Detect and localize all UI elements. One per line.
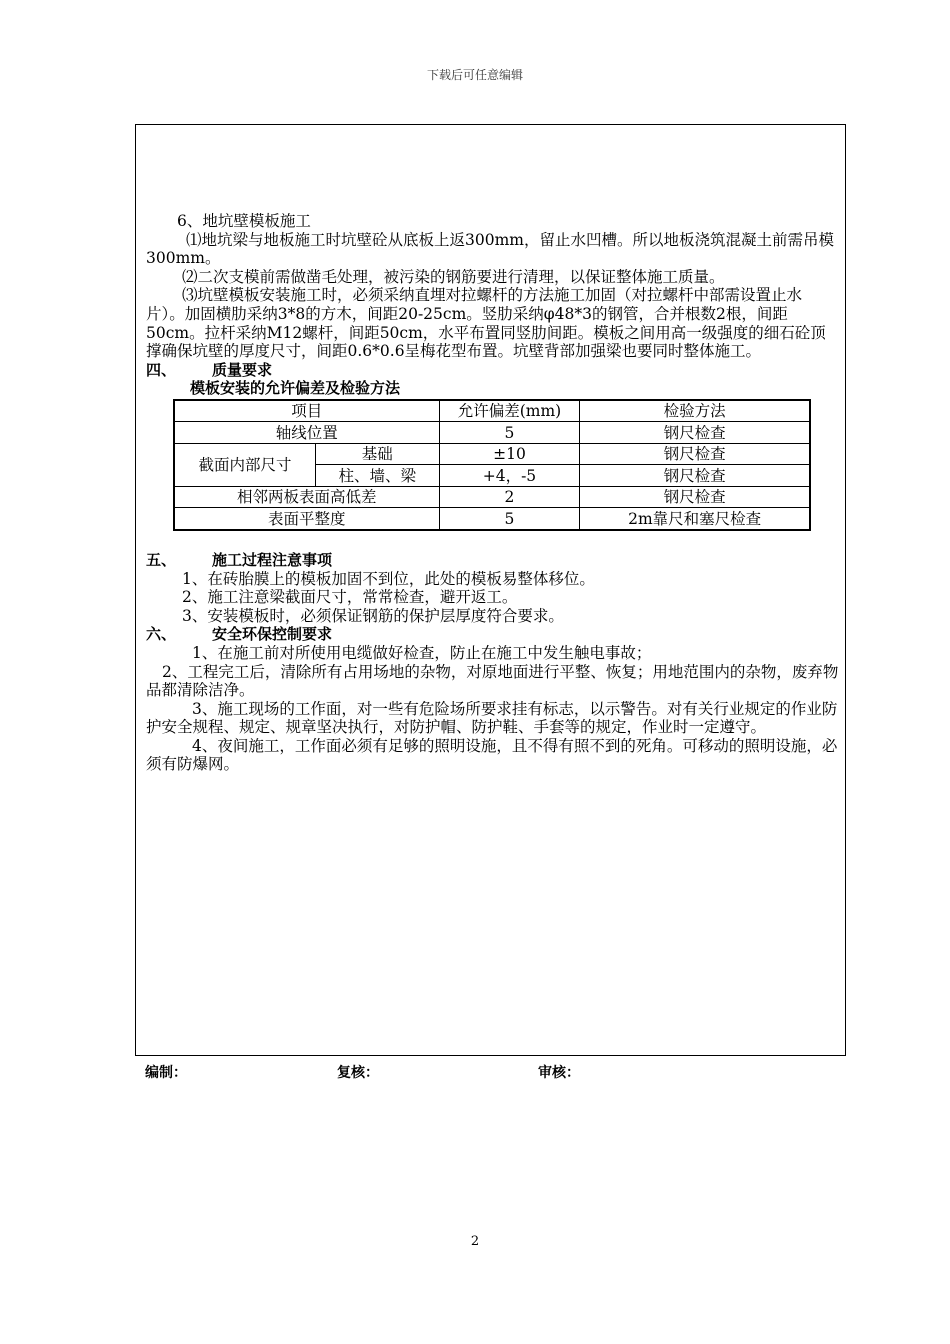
- table-cell-subitem: 柱、墙、梁: [316, 465, 440, 487]
- table-cell-item: 表面平整度: [174, 508, 439, 530]
- section6-title: 6、地坑壁模板施工: [177, 212, 311, 230]
- list-item: 1、在施工前对所使用电缆做好检查，防止在施工中发生触电事故；: [192, 643, 652, 662]
- list-item: 2、施工注意梁截面尺寸，常常检查，避开返工。: [182, 588, 518, 607]
- table-header-item: 项目: [174, 400, 439, 422]
- approve-label: 审核：: [538, 1065, 580, 1081]
- section5-heading: 五、 施工过程注意事项: [146, 550, 333, 569]
- table-cell-tolerance: ±10: [439, 443, 580, 465]
- table-cell-method: 2m靠尺和塞尺检查: [580, 508, 810, 530]
- tolerance-table: [173, 399, 811, 531]
- section6-paragraph-1: ⑴地坑梁与地板施工时坑壁砼从底板上返300mm，留止水凹槽。所以地板浇筑混凝土前需吊模300mm。: [146, 230, 834, 268]
- table-cell-tolerance: 2: [439, 486, 580, 508]
- table-cell-method: 钢尺检查: [580, 465, 810, 487]
- table-cell-item: 相邻两板表面高低差: [174, 486, 439, 508]
- list-item: 3、施工现场的工作面，对一些有危险场所要求挂有标志，以示警告。对有关行业规定的作业防护安全规程、规定、规章坚决执行，对防护帽、防护鞋、手套等的规定，作业时一定遵守。: [146, 699, 838, 737]
- table-cell-item: 轴线位置: [174, 422, 439, 444]
- page-number: 2: [470, 1234, 480, 1249]
- list-item: 3、安装模板时，必须保证钢筋的保护层厚度符合要求。: [182, 606, 564, 625]
- table-cell-tolerance: +4，-5: [439, 465, 580, 487]
- review-label: 复核：: [337, 1065, 379, 1081]
- list-item: 2、工程完工后，清除所有占用场地的杂物，对原地面进行平整、恢复；用地范围内的杂物，废弃物品都清除洁净。: [146, 662, 839, 700]
- document-content: [146, 212, 840, 774]
- table-cell-method: 钢尺检查: [580, 443, 810, 465]
- table-header-method: 检验方法: [580, 400, 810, 422]
- table-header-row: [174, 400, 810, 422]
- section6b-heading: 六、 安全环保控制要求: [146, 625, 333, 644]
- table-cell-method: 钢尺检查: [580, 422, 810, 444]
- tolerance-table-title: 模板安装的允许偏差及检验方法: [190, 379, 401, 398]
- section4-heading: 四、 质量要求: [146, 360, 273, 379]
- table-cell-item: 截面内部尺寸: [174, 443, 316, 486]
- table-row: [174, 443, 810, 465]
- compile-label: 编制：: [145, 1065, 187, 1081]
- table-header-tolerance: 允许偏差(mm): [439, 400, 580, 422]
- table-cell-tolerance: 5: [439, 422, 580, 444]
- list-item: 1、在砖胎膜上的模板加固不到位，此处的模板易整体移位。: [182, 569, 595, 588]
- table-cell-subitem: 基础: [316, 443, 440, 465]
- table-cell-tolerance: 5: [439, 508, 580, 530]
- table-cell-method: 钢尺检查: [580, 486, 810, 508]
- list-item: 4、夜间施工，工作面必须有足够的照明设施，且不得有照不到的死角。可移动的照明设施，必须有防爆网。: [146, 736, 838, 774]
- table-row: [174, 508, 810, 530]
- section6-paragraph-2: ⑵二次支模前需做凿毛处理，被污染的钢筋要进行清理，以保证整体施工质量。: [182, 267, 725, 286]
- section6-paragraph-3: ⑶坑壁模板安装施工时，必须采纳直埋对拉螺杆的方法施工加固（对拉螺杆中部需设置止水片）。加固横肋采纳3*8的方木，间距20-25cm。竖肋采纳φ48*3的钢管，合并根数2根，间距50cm。拉杆采纳M12螺杆，间距50cm，水平布置同竖肋间距。模板之间用高一级强度的细石砼顶撑确保坑壁的厚度尺寸，间距0.6*0.6呈梅花型布置。坑壁背部加强梁也要同时整体施工。: [146, 286, 826, 361]
- header-note: 下载后可任意编辑: [426, 68, 523, 82]
- table-row: [174, 422, 810, 444]
- table-row: [174, 486, 810, 508]
